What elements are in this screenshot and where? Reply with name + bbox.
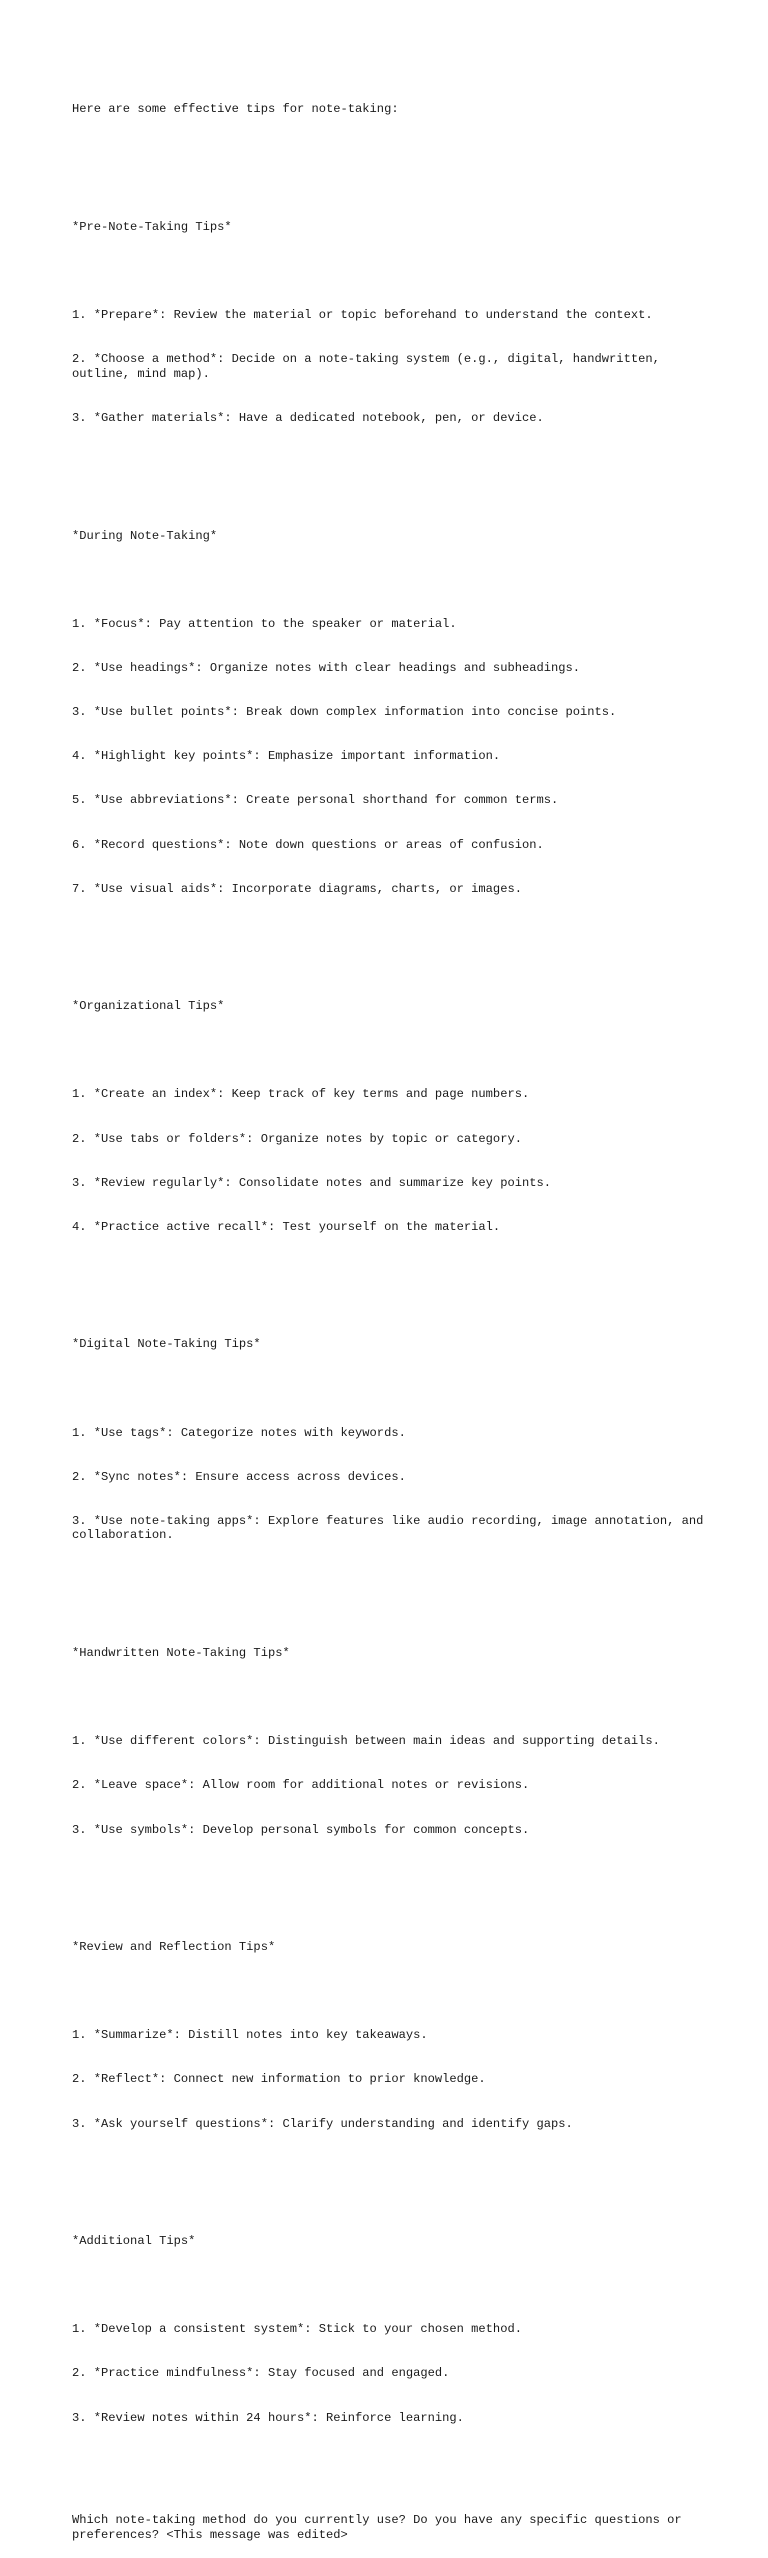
list-item: 2. *Use headings*: Organize notes with clear headings and subheadings.	[72, 661, 581, 676]
spacer	[72, 1264, 712, 1279]
spacer	[72, 2161, 712, 2176]
list-item: 3. *Review regularly*: Consolidate notes and summarize key points.	[72, 1175, 551, 1190]
spacer	[72, 1984, 712, 1999]
list-item: 2. *Reflect*: Connect new information to prior knowledge.	[72, 2072, 486, 2087]
list-item: 1. *Create an index*: Keep track of key terms and page numbers.	[72, 1087, 530, 1102]
spacer	[72, 1690, 712, 1705]
section-heading: *Handwritten Note-Taking Tips*	[72, 1646, 290, 1661]
list-item: 5. *Use abbreviations*: Create personal shorthand for common terms.	[72, 793, 559, 808]
closing-text: Which note-taking method do you currently use? Do you have any specific questions or preferences? <This message was edited>	[72, 2513, 689, 2543]
list-item: 2. *Practice mindfulness*: Stay focused and engaged.	[72, 2366, 450, 2381]
intro-text: Here are some effective tips for note-taking:	[72, 102, 399, 117]
list-item: 1. *Prepare*: Review the material or topic beforehand to understand the context.	[72, 308, 653, 323]
list-item: 1. *Use tags*: Categorize notes with keywords.	[72, 1425, 406, 1440]
list-item: 2. *Sync notes*: Ensure access across devices.	[72, 1469, 406, 1484]
document-body	[72, 73, 712, 2558]
section-heading: *Additional Tips*	[72, 2234, 196, 2249]
section-heading: *Pre-Note-Taking Tips*	[72, 220, 232, 235]
list-item: 3. *Use bullet points*: Break down complex information into concise points.	[72, 705, 617, 720]
list-item: 2. *Leave space*: Allow room for additional notes or revisions.	[72, 1778, 530, 1793]
list-item: 1. *Focus*: Pay attention to the speaker or material.	[72, 616, 457, 631]
list-item: 3. *Use symbols*: Develop personal symbols for common concepts.	[72, 1822, 530, 1837]
spacer	[72, 1573, 712, 1588]
list-item: 3. *Gather materials*: Have a dedicated notebook, pen, or device.	[72, 411, 544, 426]
section-heading: *During Note-Taking*	[72, 528, 218, 543]
list-item: 4. *Practice active recall*: Test yourself on the material.	[72, 1219, 501, 1234]
section-heading: *Review and Reflection Tips*	[72, 1940, 276, 1955]
list-item: 6. *Record questions*: Note down questions or areas of confusion.	[72, 837, 544, 852]
section-heading: *Digital Note-Taking Tips*	[72, 1337, 261, 1352]
spacer	[72, 1381, 712, 1396]
spacer	[72, 2278, 712, 2293]
list-item: 7. *Use visual aids*: Incorporate diagrams, charts, or images.	[72, 881, 522, 896]
spacer	[72, 2455, 712, 2470]
list-item: 1. *Use different colors*: Distinguish between main ideas and supporting details.	[72, 1734, 660, 1749]
spacer	[72, 1043, 712, 1058]
list-item: 2. *Choose a method*: Decide on a note-taking system (e.g., digital, handwritten, outline, mind map).	[72, 352, 668, 382]
list-item: 4. *Highlight key points*: Emphasize important information.	[72, 749, 501, 764]
list-item: 3. *Use note-taking apps*: Explore features like audio recording, image annotation, and collaboration.	[72, 1513, 711, 1543]
list-item: 3. *Review notes within 24 hours*: Reinforce learning.	[72, 2410, 464, 2425]
spacer	[72, 264, 712, 279]
spacer	[72, 926, 712, 941]
spacer	[72, 573, 712, 588]
list-item: 1. *Summarize*: Distill notes into key takeaways.	[72, 2028, 428, 2043]
spacer	[72, 1867, 712, 1882]
list-item: 3. *Ask yourself questions*: Clarify understanding and identify gaps.	[72, 2116, 573, 2131]
spacer	[72, 455, 712, 470]
list-item: 2. *Use tabs or folders*: Organize notes by topic or category.	[72, 1131, 522, 1146]
list-item: 1. *Develop a consistent system*: Stick to your chosen method.	[72, 2322, 522, 2337]
spacer	[72, 147, 712, 162]
section-heading: *Organizational Tips*	[72, 999, 225, 1014]
